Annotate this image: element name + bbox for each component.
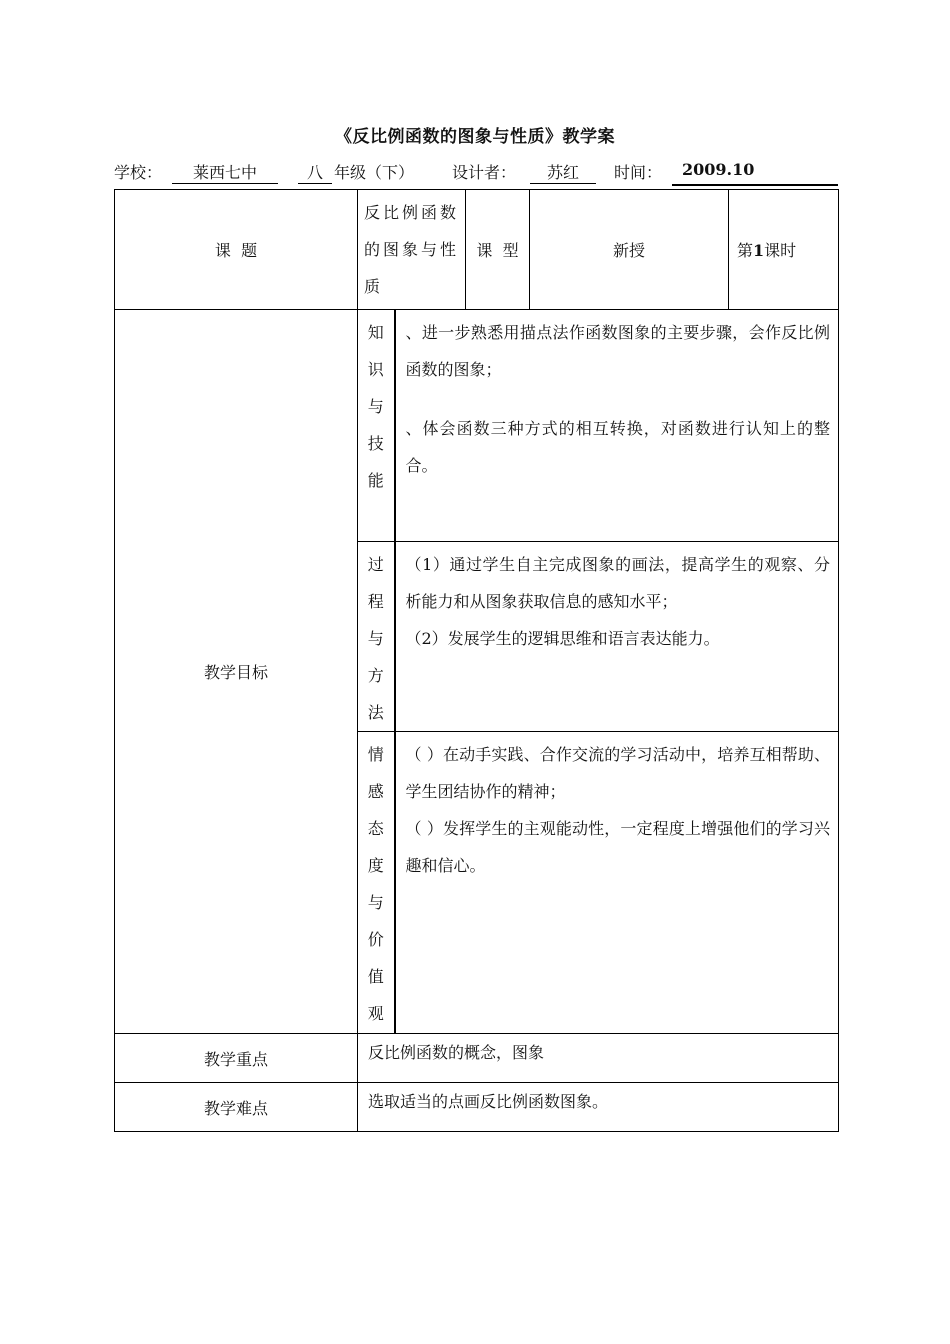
goal-item: （2）发展学生的逻辑思维和语言表达能力。 xyxy=(405,629,720,648)
goals-label: 教学目标 xyxy=(115,310,358,1034)
key-label: 教学重点 xyxy=(115,1034,358,1083)
designer-label: 设计者： xyxy=(452,163,517,182)
grade-value: 八 xyxy=(298,160,332,184)
difficulty-label: 教学难点 xyxy=(115,1083,358,1132)
goal-item: 、进一步熟悉用描点法作函数图象的主要步骤，会作反比例函数的图象； xyxy=(405,323,831,379)
goal-content-emotion xyxy=(395,732,839,1034)
goal-item: （1）通过学生自主完成图象的画法，提高学生的观察、分析能力和从图象获取信息的感知水平； xyxy=(405,555,831,611)
difficulty-value: 选取适当的点画反比例函数图象。 xyxy=(358,1083,839,1132)
lesson-plan-table xyxy=(114,189,839,1132)
goal-item: （ ）在动手实践、合作交流的学习活动中，培养互相帮助、学生团结协作的精神； xyxy=(405,745,831,801)
page-title: 《反比例函数的图象与性质》教学案 xyxy=(335,127,615,147)
school-value: 莱西七中 xyxy=(172,160,278,184)
period-value: 第1课时 xyxy=(729,190,839,310)
designer-value: 苏红 xyxy=(530,160,596,184)
time-underline xyxy=(672,184,838,186)
school-label: 学校： xyxy=(114,163,163,182)
info-line xyxy=(114,160,838,184)
goal-item: 、体会函数三种方式的相互转换，对函数进行认知上的整合。 xyxy=(405,419,831,475)
topic-label: 课 题 xyxy=(115,190,358,310)
type-value: 新授 xyxy=(530,190,729,310)
topic-value: 反比例函数的图象与性质 xyxy=(358,190,466,310)
key-value: 反比例函数的概念，图象 xyxy=(358,1034,839,1083)
topic-row xyxy=(115,190,839,310)
time-label: 时间： xyxy=(614,163,663,182)
time-value: 2009.10 xyxy=(682,160,755,179)
goal-content-process xyxy=(395,542,839,732)
grade-label: 年级（下） xyxy=(334,163,415,182)
goal-row-knowledge xyxy=(115,310,839,542)
type-label: 课 型 xyxy=(466,190,530,310)
goal-content-knowledge xyxy=(395,310,839,542)
key-row xyxy=(115,1034,839,1083)
goal-item: （ ）发挥学生的主观能动性，一定程度上增强他们的学习兴趣和信心。 xyxy=(405,819,831,875)
goal-label-emotion: 情 感 态 度 与 价 值 观 xyxy=(358,732,395,1034)
goal-label-process: 过 程 与 方 法 xyxy=(358,542,395,732)
goal-label-knowledge: 知 识 与 技 能 xyxy=(358,310,395,542)
difficulty-row xyxy=(115,1083,839,1132)
